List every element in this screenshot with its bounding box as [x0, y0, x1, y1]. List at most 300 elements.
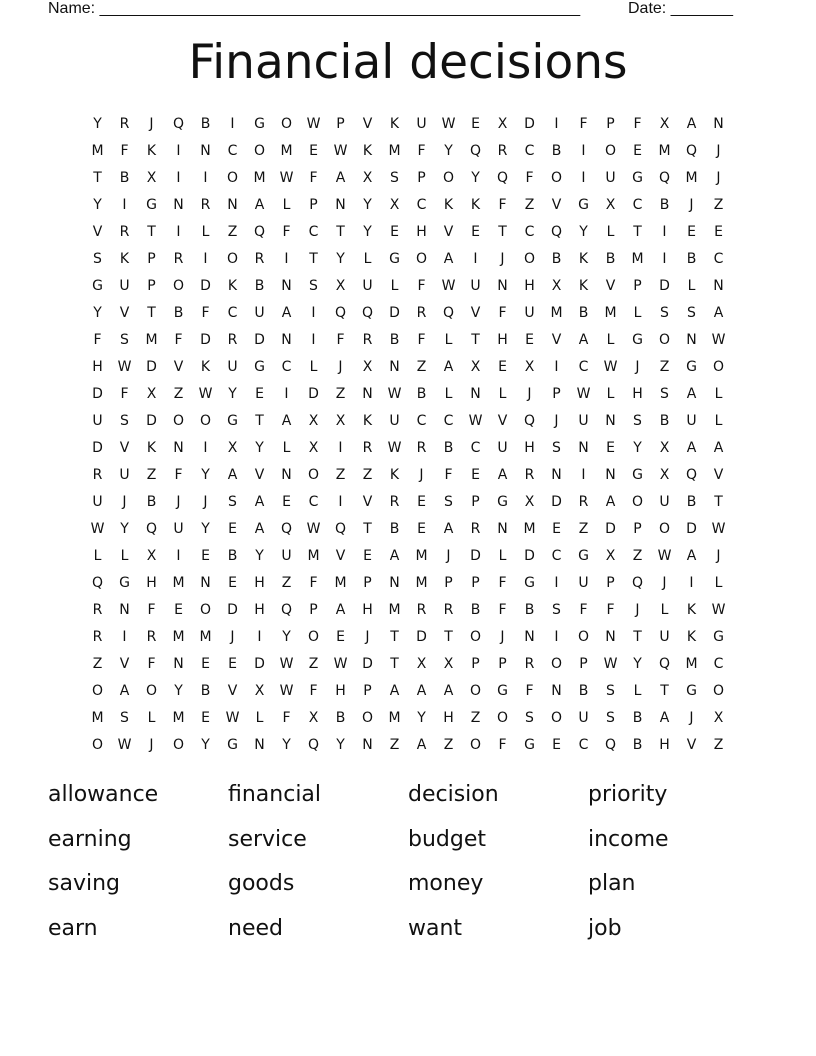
grid-letter[interactable]: A	[578, 332, 589, 348]
grid-letter[interactable]: A	[227, 467, 238, 483]
grid-letter[interactable]: V	[362, 116, 373, 132]
grid-letter[interactable]: N	[254, 737, 265, 753]
grid-letter[interactable]: C	[524, 143, 535, 159]
grid-letter[interactable]: S	[93, 251, 102, 267]
grid-letter[interactable]: A	[389, 683, 400, 699]
grid-letter[interactable]: J	[149, 116, 154, 132]
grid-letter[interactable]: U	[524, 305, 535, 321]
grid-letter[interactable]: D	[254, 332, 265, 348]
grid-letter[interactable]: L	[147, 710, 156, 726]
grid-letter[interactable]: S	[309, 278, 318, 294]
grid-letter[interactable]: I	[203, 440, 208, 456]
grid-letter[interactable]: Z	[524, 197, 535, 213]
grid-letter[interactable]: P	[633, 521, 642, 537]
grid-letter[interactable]: W	[711, 602, 726, 618]
grid-letter[interactable]: P	[147, 278, 156, 294]
grid-letter[interactable]: Q	[334, 305, 347, 321]
grid-letter[interactable]: R	[146, 629, 157, 645]
grid-letter[interactable]: T	[147, 305, 156, 321]
grid-letter[interactable]: C	[551, 548, 562, 564]
grid-letter[interactable]: I	[176, 170, 181, 186]
grid-letter[interactable]: O	[712, 359, 725, 375]
grid-letter[interactable]: F	[498, 575, 507, 591]
grid-letter[interactable]: L	[363, 251, 372, 267]
grid-letter[interactable]: G	[254, 116, 265, 132]
grid-letter[interactable]: R	[416, 440, 427, 456]
grid-letter[interactable]: L	[390, 278, 399, 294]
grid-letter[interactable]: D	[200, 332, 211, 348]
grid-letter[interactable]: I	[662, 251, 667, 267]
grid-letter[interactable]: W	[306, 116, 321, 132]
grid-letter[interactable]: V	[551, 197, 562, 213]
grid-letter[interactable]: U	[389, 413, 400, 429]
grid-letter[interactable]: Y	[282, 737, 291, 753]
grid-letter[interactable]: M	[658, 143, 671, 159]
grid-letter[interactable]: U	[281, 548, 292, 564]
grid-letter[interactable]: Z	[308, 656, 319, 672]
grid-letter[interactable]: J	[338, 359, 343, 375]
grid-letter[interactable]: T	[93, 170, 102, 186]
grid-letter[interactable]: G	[632, 332, 643, 348]
grid-letter[interactable]: V	[713, 467, 724, 483]
grid-letter[interactable]: X	[146, 386, 157, 402]
grid-letter[interactable]: A	[254, 197, 265, 213]
grid-letter[interactable]: M	[685, 656, 698, 672]
grid-letter[interactable]: H	[632, 386, 643, 402]
grid-letter[interactable]: O	[604, 143, 617, 159]
grid-letter[interactable]: N	[470, 386, 481, 402]
grid-letter[interactable]: R	[119, 224, 130, 240]
grid-letter[interactable]: R	[524, 467, 535, 483]
grid-letter[interactable]: X	[605, 197, 616, 213]
grid-letter[interactable]: A	[497, 467, 508, 483]
grid-letter[interactable]: T	[633, 224, 642, 240]
grid-letter[interactable]: U	[497, 440, 508, 456]
grid-letter[interactable]: E	[417, 494, 426, 510]
grid-letter[interactable]: K	[119, 251, 130, 267]
grid-letter[interactable]: T	[444, 629, 453, 645]
grid-letter[interactable]: Q	[685, 467, 698, 483]
grid-letter[interactable]: Q	[91, 575, 104, 591]
grid-letter[interactable]: U	[659, 494, 670, 510]
grid-letter[interactable]: F	[525, 170, 534, 186]
grid-letter[interactable]: Q	[307, 737, 320, 753]
grid-letter[interactable]: X	[308, 440, 319, 456]
grid-letter[interactable]: R	[443, 602, 454, 618]
grid-letter[interactable]: F	[309, 170, 318, 186]
grid-letter[interactable]: D	[389, 305, 400, 321]
grid-letter[interactable]: T	[336, 224, 345, 240]
grid-letter[interactable]: X	[605, 548, 616, 564]
grid-letter[interactable]: T	[390, 656, 399, 672]
grid-letter[interactable]: G	[713, 629, 724, 645]
grid-letter[interactable]: X	[389, 197, 400, 213]
grid-letter[interactable]: Y	[93, 305, 102, 321]
grid-letter[interactable]: M	[415, 575, 428, 591]
grid-letter[interactable]: Q	[631, 575, 644, 591]
grid-letter[interactable]: W	[198, 386, 213, 402]
grid-letter[interactable]: U	[578, 575, 589, 591]
grid-letter[interactable]: Y	[336, 737, 345, 753]
grid-letter[interactable]: H	[416, 224, 427, 240]
grid-letter[interactable]: I	[230, 116, 235, 132]
grid-letter[interactable]: L	[660, 602, 669, 618]
name-field[interactable]: Name: ______________________________________________________	[48, 0, 581, 17]
grid-letter[interactable]: B	[659, 197, 670, 213]
grid-letter[interactable]: Z	[335, 386, 346, 402]
grid-letter[interactable]: R	[416, 305, 427, 321]
grid-letter[interactable]: U	[605, 170, 616, 186]
grid-letter[interactable]: N	[713, 116, 724, 132]
grid-letter[interactable]: F	[282, 710, 291, 726]
grid-letter[interactable]: A	[713, 305, 724, 321]
grid-letter[interactable]: A	[686, 548, 697, 564]
grid-letter[interactable]: P	[309, 197, 318, 213]
grid-letter[interactable]: X	[146, 170, 157, 186]
grid-letter[interactable]: N	[605, 629, 616, 645]
grid-letter[interactable]: E	[309, 143, 318, 159]
grid-letter[interactable]: F	[336, 332, 345, 348]
grid-letter[interactable]: Z	[713, 197, 724, 213]
grid-letter[interactable]: N	[389, 575, 400, 591]
grid-letter[interactable]: M	[388, 710, 401, 726]
grid-letter[interactable]: I	[554, 575, 559, 591]
grid-letter[interactable]: A	[254, 521, 265, 537]
grid-letter[interactable]: I	[581, 143, 586, 159]
grid-letter[interactable]: M	[145, 332, 158, 348]
grid-letter[interactable]: K	[578, 278, 589, 294]
grid-letter[interactable]: C	[578, 359, 589, 375]
grid-letter[interactable]: Q	[523, 413, 536, 429]
grid-letter[interactable]: W	[441, 116, 456, 132]
grid-letter[interactable]: Q	[172, 116, 185, 132]
grid-letter[interactable]: B	[632, 737, 643, 753]
grid-letter[interactable]: A	[443, 251, 454, 267]
grid-letter[interactable]: T	[255, 413, 264, 429]
grid-letter[interactable]: X	[335, 413, 346, 429]
grid-letter[interactable]: Q	[442, 305, 455, 321]
grid-letter[interactable]: V	[551, 332, 562, 348]
grid-letter[interactable]: J	[716, 143, 721, 159]
grid-letter[interactable]: W	[468, 413, 483, 429]
grid-letter[interactable]: B	[200, 116, 211, 132]
grid-letter[interactable]: O	[658, 521, 671, 537]
grid-letter[interactable]: M	[199, 629, 212, 645]
grid-letter[interactable]: M	[685, 170, 698, 186]
grid-letter[interactable]: H	[497, 332, 508, 348]
grid-letter[interactable]: E	[471, 116, 480, 132]
grid-letter[interactable]: G	[497, 683, 508, 699]
grid-letter[interactable]: G	[524, 575, 535, 591]
grid-letter[interactable]: J	[203, 494, 208, 510]
grid-letter[interactable]: W	[279, 656, 294, 672]
grid-letter[interactable]: Y	[201, 521, 210, 537]
grid-letter[interactable]: D	[524, 116, 535, 132]
grid-letter[interactable]: J	[716, 548, 721, 564]
grid-letter[interactable]: E	[336, 629, 345, 645]
grid-letter[interactable]: N	[200, 143, 211, 159]
grid-letter[interactable]: B	[254, 278, 265, 294]
grid-letter[interactable]: L	[282, 440, 291, 456]
grid-letter[interactable]: C	[308, 494, 319, 510]
grid-letter[interactable]: O	[712, 683, 725, 699]
grid-letter[interactable]: B	[173, 305, 184, 321]
grid-letter[interactable]: O	[280, 116, 293, 132]
grid-letter[interactable]: P	[417, 170, 426, 186]
grid-letter[interactable]: W	[387, 386, 402, 402]
grid-letter[interactable]: C	[227, 143, 238, 159]
grid-letter[interactable]: I	[122, 197, 127, 213]
grid-letter[interactable]: D	[146, 359, 157, 375]
grid-letter[interactable]: X	[713, 710, 724, 726]
grid-letter[interactable]: T	[633, 629, 642, 645]
grid-letter[interactable]: F	[444, 467, 453, 483]
grid-letter[interactable]: E	[174, 602, 183, 618]
grid-letter[interactable]: J	[446, 548, 451, 564]
grid-letter[interactable]: G	[389, 251, 400, 267]
grid-letter[interactable]: L	[201, 224, 210, 240]
grid-letter[interactable]: P	[633, 278, 642, 294]
grid-letter[interactable]: B	[578, 305, 589, 321]
grid-letter[interactable]: Z	[659, 359, 670, 375]
grid-letter[interactable]: C	[416, 197, 427, 213]
grid-letter[interactable]: A	[686, 440, 697, 456]
grid-letter[interactable]: I	[689, 575, 694, 591]
grid-letter[interactable]: D	[686, 521, 697, 537]
grid-letter[interactable]: S	[660, 305, 669, 321]
grid-letter[interactable]: R	[200, 197, 211, 213]
grid-letter[interactable]: N	[497, 278, 508, 294]
grid-letter[interactable]: G	[524, 737, 535, 753]
grid-letter[interactable]: N	[713, 278, 724, 294]
grid-letter[interactable]: L	[444, 386, 453, 402]
grid-letter[interactable]: E	[471, 467, 480, 483]
grid-letter[interactable]: M	[91, 143, 104, 159]
grid-letter[interactable]: M	[334, 575, 347, 591]
grid-letter[interactable]: F	[309, 683, 318, 699]
grid-letter[interactable]: A	[659, 710, 670, 726]
grid-letter[interactable]: P	[579, 656, 588, 672]
grid-letter[interactable]: G	[227, 413, 238, 429]
grid-letter[interactable]: P	[309, 602, 318, 618]
grid-letter[interactable]: X	[659, 116, 670, 132]
grid-letter[interactable]: X	[659, 467, 670, 483]
grid-letter[interactable]: J	[716, 170, 721, 186]
grid-letter[interactable]: I	[284, 251, 289, 267]
grid-letter[interactable]: W	[387, 440, 402, 456]
grid-letter[interactable]: I	[338, 494, 343, 510]
grid-letter[interactable]: G	[119, 575, 130, 591]
grid-letter[interactable]: Y	[336, 251, 345, 267]
grid-letter[interactable]: M	[307, 548, 320, 564]
grid-letter[interactable]: B	[578, 683, 589, 699]
grid-letter[interactable]: M	[280, 143, 293, 159]
grid-letter[interactable]: H	[524, 278, 535, 294]
grid-letter[interactable]: N	[578, 440, 589, 456]
grid-letter[interactable]: J	[500, 629, 505, 645]
grid-letter[interactable]: L	[120, 548, 129, 564]
grid-letter[interactable]: T	[498, 224, 507, 240]
grid-letter[interactable]: O	[469, 737, 482, 753]
grid-letter[interactable]: W	[333, 143, 348, 159]
grid-letter[interactable]: G	[254, 359, 265, 375]
grid-letter[interactable]: S	[525, 710, 534, 726]
grid-letter[interactable]: H	[659, 737, 670, 753]
grid-letter[interactable]: D	[254, 656, 265, 672]
grid-letter[interactable]: W	[711, 521, 726, 537]
grid-letter[interactable]: S	[633, 413, 642, 429]
grid-letter[interactable]: P	[147, 251, 156, 267]
grid-letter[interactable]: H	[254, 575, 265, 591]
grid-letter[interactable]: G	[227, 737, 238, 753]
grid-letter[interactable]: T	[660, 683, 669, 699]
grid-letter[interactable]: A	[713, 440, 724, 456]
grid-letter[interactable]: X	[659, 440, 670, 456]
grid-letter[interactable]: E	[201, 710, 210, 726]
grid-letter[interactable]: S	[444, 494, 453, 510]
grid-letter[interactable]: E	[282, 494, 291, 510]
grid-letter[interactable]: V	[443, 224, 454, 240]
grid-letter[interactable]: E	[471, 224, 480, 240]
grid-letter[interactable]: W	[279, 683, 294, 699]
grid-letter[interactable]: Z	[92, 656, 103, 672]
grid-letter[interactable]: P	[444, 575, 453, 591]
grid-letter[interactable]: B	[551, 143, 562, 159]
grid-letter[interactable]: G	[686, 359, 697, 375]
grid-letter[interactable]: Q	[361, 305, 374, 321]
grid-letter[interactable]: E	[552, 737, 561, 753]
grid-letter[interactable]: F	[201, 305, 210, 321]
grid-letter[interactable]: R	[254, 251, 265, 267]
grid-letter[interactable]: A	[443, 359, 454, 375]
grid-letter[interactable]: N	[605, 413, 616, 429]
grid-letter[interactable]: L	[714, 575, 723, 591]
grid-letter[interactable]: A	[281, 413, 292, 429]
grid-letter[interactable]: A	[605, 494, 616, 510]
grid-letter[interactable]: J	[365, 629, 370, 645]
grid-letter[interactable]: Z	[632, 548, 643, 564]
grid-letter[interactable]: M	[253, 170, 266, 186]
grid-letter[interactable]: H	[92, 359, 103, 375]
grid-letter[interactable]: Y	[282, 629, 291, 645]
grid-letter[interactable]: J	[149, 737, 154, 753]
grid-letter[interactable]: A	[335, 602, 346, 618]
grid-letter[interactable]: I	[554, 116, 559, 132]
grid-letter[interactable]: O	[496, 710, 509, 726]
grid-letter[interactable]: N	[605, 467, 616, 483]
grid-letter[interactable]: F	[606, 602, 615, 618]
grid-letter[interactable]: C	[443, 413, 454, 429]
grid-letter[interactable]: M	[91, 710, 104, 726]
grid-letter[interactable]: Y	[201, 737, 210, 753]
grid-letter[interactable]: V	[470, 305, 481, 321]
grid-letter[interactable]: S	[228, 494, 237, 510]
grid-letter[interactable]: W	[117, 737, 132, 753]
grid-letter[interactable]: N	[551, 683, 562, 699]
grid-letter[interactable]: Y	[93, 197, 102, 213]
grid-letter[interactable]: X	[362, 170, 373, 186]
grid-letter[interactable]: Y	[255, 548, 264, 564]
grid-letter[interactable]: C	[416, 413, 427, 429]
grid-letter[interactable]: D	[605, 521, 616, 537]
grid-letter[interactable]: R	[470, 521, 481, 537]
grid-letter[interactable]: B	[632, 710, 643, 726]
grid-letter[interactable]: A	[443, 683, 454, 699]
grid-letter[interactable]: E	[417, 521, 426, 537]
grid-letter[interactable]: O	[172, 737, 185, 753]
grid-letter[interactable]: D	[200, 278, 211, 294]
grid-letter[interactable]: S	[606, 683, 615, 699]
grid-letter[interactable]: K	[389, 467, 400, 483]
grid-letter[interactable]: X	[335, 278, 346, 294]
grid-letter[interactable]: F	[147, 602, 156, 618]
grid-letter[interactable]: K	[200, 359, 211, 375]
grid-letter[interactable]: R	[119, 116, 130, 132]
grid-letter[interactable]: O	[307, 629, 320, 645]
grid-letter[interactable]: O	[415, 251, 428, 267]
grid-letter[interactable]: X	[146, 548, 157, 564]
grid-letter[interactable]: U	[362, 278, 373, 294]
grid-letter[interactable]: J	[554, 413, 559, 429]
grid-letter[interactable]: B	[551, 251, 562, 267]
grid-letter[interactable]: F	[93, 332, 102, 348]
grid-letter[interactable]: U	[227, 359, 238, 375]
grid-letter[interactable]: T	[471, 332, 480, 348]
grid-letter[interactable]: O	[550, 656, 563, 672]
grid-letter[interactable]: E	[498, 359, 507, 375]
grid-letter[interactable]: E	[552, 521, 561, 537]
grid-letter[interactable]: K	[389, 116, 400, 132]
grid-letter[interactable]: U	[119, 467, 130, 483]
grid-letter[interactable]: C	[713, 656, 724, 672]
grid-letter[interactable]: Z	[713, 737, 724, 753]
grid-letter[interactable]: E	[201, 548, 210, 564]
grid-letter[interactable]: E	[228, 521, 237, 537]
grid-letter[interactable]: P	[471, 575, 480, 591]
grid-letter[interactable]: V	[92, 224, 103, 240]
grid-letter[interactable]: H	[146, 575, 157, 591]
grid-letter[interactable]: I	[338, 440, 343, 456]
grid-letter[interactable]: S	[606, 710, 615, 726]
grid-letter[interactable]: Q	[550, 224, 563, 240]
grid-letter[interactable]: V	[119, 656, 130, 672]
grid-letter[interactable]: N	[173, 197, 184, 213]
grid-letter[interactable]: Z	[362, 467, 373, 483]
grid-letter[interactable]: P	[498, 656, 507, 672]
grid-letter[interactable]: G	[632, 467, 643, 483]
grid-letter[interactable]: I	[581, 170, 586, 186]
grid-letter[interactable]: V	[227, 683, 238, 699]
grid-letter[interactable]: C	[470, 440, 481, 456]
grid-letter[interactable]: B	[146, 494, 157, 510]
grid-letter[interactable]: B	[605, 251, 616, 267]
grid-letter[interactable]: O	[199, 602, 212, 618]
grid-letter[interactable]: L	[255, 710, 264, 726]
grid-letter[interactable]: B	[659, 413, 670, 429]
grid-letter[interactable]: I	[284, 386, 289, 402]
grid-letter[interactable]: F	[309, 575, 318, 591]
grid-letter[interactable]: X	[443, 656, 454, 672]
grid-letter[interactable]: X	[524, 494, 535, 510]
grid-letter[interactable]: D	[416, 629, 427, 645]
grid-letter[interactable]: I	[662, 224, 667, 240]
grid-letter[interactable]: N	[686, 332, 697, 348]
grid-letter[interactable]: J	[419, 467, 424, 483]
grid-letter[interactable]: D	[227, 602, 238, 618]
grid-letter[interactable]: U	[416, 116, 427, 132]
grid-letter[interactable]: D	[362, 656, 373, 672]
grid-letter[interactable]: Y	[363, 197, 372, 213]
